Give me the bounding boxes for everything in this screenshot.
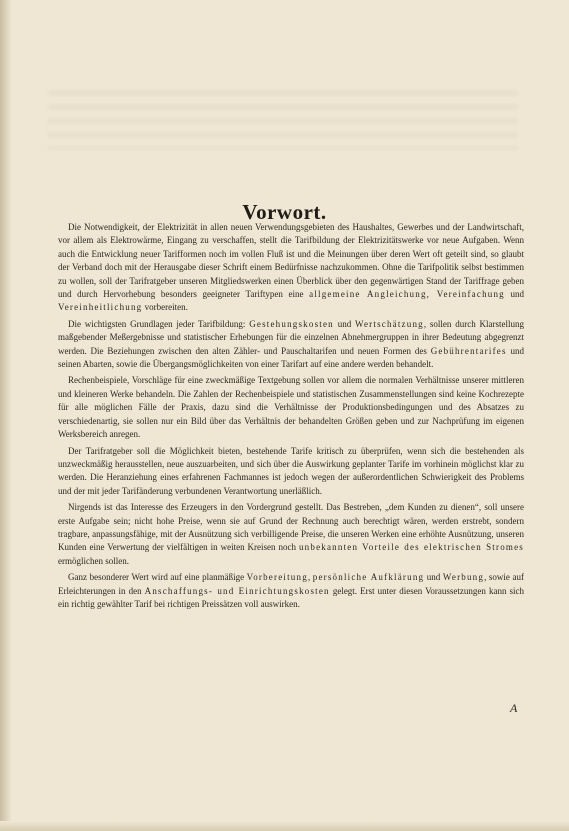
- spaced-emphasis: Anschaffungs- und Einrichtungskosten: [144, 585, 330, 596]
- paragraph-3: [58, 374, 524, 441]
- text-run: Der Tarifratgeber soll die Möglichkeit bieten, bestehende Tarife kritisch zu überprüfen, wenn sich die bestehenden als unzweckmäßig herausstellen, neue auszuarbeiten, und sich über die Auswirkung geplanter Tarife im vorhinein möglichst klar zu werden. Die Heranziehung eines erfahrenen Fachmannes ist jedoch wegen der außerordentlichen Schwierigkeit des Problems und der mit jeder Tarifänderung verbundenen Verantwortung unerläßlich.: [58, 445, 524, 496]
- text-run: und: [424, 572, 443, 583]
- spaced-emphasis: Gebührentarifes: [430, 345, 507, 356]
- page-shadow-bottom: [0, 821, 569, 831]
- spaced-emphasis: Vorbereitung: [246, 572, 308, 583]
- text-run: Rechenbeispiele, Vorschläge für eine zweckmäßige Textgebung sollen vor allem die normalen Verhältnisse unserer mittleren und kleineren Werke behandeln. Die Zahlen der Rechenbeispiele und statistischen Zusammenstellungen sind keine Kochrezepte für alle möglichen Fälle der Praxis, dazu sind die Verhältnisse der Produktionsbedingungen und des Absatzes zu verschiedenartig, sie sollen nur ein Bild über das Verhältnis der behandelten Größen geben und zur Nachprüfung im eigenen Werksbereich anregen.: [58, 375, 524, 440]
- text-run: und seinen Abarten, sowie die Übergangsmöglichkeiten von einer Tarifart auf eine andere werden behandelt.: [58, 345, 524, 370]
- text-run: ermöglichen sollen.: [58, 555, 129, 566]
- spaced-emphasis: unbekannten Vorteile des elektrischen Stromes: [298, 542, 524, 553]
- spaced-emphasis: Vereinheitlichung: [58, 302, 143, 313]
- spaced-emphasis: allgemeine Angleichung, Vereinfachung: [309, 289, 505, 300]
- text-run: , sowie auf Erleichterungen in den: [58, 572, 524, 596]
- paragraph-2: [58, 318, 524, 372]
- spaced-emphasis: Wertschätzung: [355, 318, 424, 329]
- text-run: vorbereiten.: [142, 302, 188, 313]
- text-run: , sollen durch Klarstellung maßgebender Meßergebnisse und statistischer Erhebungen für die einzelnen Abnehmergruppen in ihrer Bedeutung abgegrenzt werden. Die Beziehungen zwischen den alten Zähler- und Pauschaltarifen und neuen Formen des: [58, 318, 524, 356]
- paragraph-6: [58, 571, 524, 611]
- paragraph-4: [58, 445, 524, 499]
- text-run: Ganz besonderer Wert wird auf eine planmäßige: [68, 572, 247, 583]
- text-run: und: [333, 318, 355, 329]
- text-run: gelegt. Erst unter diesen Voraussetzungen kann sich ein richtig gewählter Tarif bei richtigen Preissätzen voll auswirken.: [58, 585, 525, 609]
- page-shadow-left: [0, 0, 12, 831]
- text-run: und: [504, 289, 525, 300]
- signature-mark: A: [510, 701, 518, 715]
- body-text: [58, 221, 524, 614]
- page-title: Vorwort.: [242, 200, 327, 225]
- spaced-emphasis: Werbung: [442, 572, 485, 583]
- text-run: Nirgends ist das Interesse des Erzeugers in den Vordergrund gestellt. Das Bestreben, „dem Kunden zu dienen“, soll unsere erste Aufgabe sein; nicht hohe Preise, wenn sie auf Grund der Rechnung auch berechtigt wären, werden erstrebt, sondern tragbare, anpassungsfähige, mit der Ausnützung sich verbilligende Preise, die unseren Werken eine erhöhte Ausnützung, unseren Kunden eine Verwertung der vielfältigen in weiten Kreisen noch: [58, 502, 524, 553]
- show-through-text: [48, 90, 518, 150]
- spaced-emphasis: Gestehungskosten: [249, 318, 334, 329]
- text-run: Die Notwendigkeit, der Elektrizität in allen neuen Verwendungsgebieten des Haushaltes, Gewerbes und der Landwirtschaft, vor allem als Elektrowärme, Eingang zu verschaffen, stellt die Tarifbildung der Elektrizitätswerke vor neue Aufgaben. Wenn auch die Entwicklung neuer Tarifformen noch im vollen Fluß ist und die Meinungen über deren Wert oft geteilt sind, so glaubt der Verband doch mit der Herausgabe dieser Schrift einem Bedürfnisse nachzukommen. Ohne die Tarifpolitik selbst bestimmen zu wollen, soll der Tarifratgeber unseren Mitgliedswerken einen Überblick über den gegenwärtigen Stand der Tariffrage geben und durch Hervorhebung besonders geeigneter Tariftypen eine: [58, 222, 524, 300]
- spaced-emphasis: persönliche Aufklärung: [312, 572, 425, 583]
- paragraph-1: [58, 221, 524, 315]
- text-run: ,: [307, 572, 313, 583]
- text-run: Die wichtigsten Grundlagen jeder Tarifbildung:: [68, 318, 250, 329]
- paragraph-5: [58, 501, 524, 568]
